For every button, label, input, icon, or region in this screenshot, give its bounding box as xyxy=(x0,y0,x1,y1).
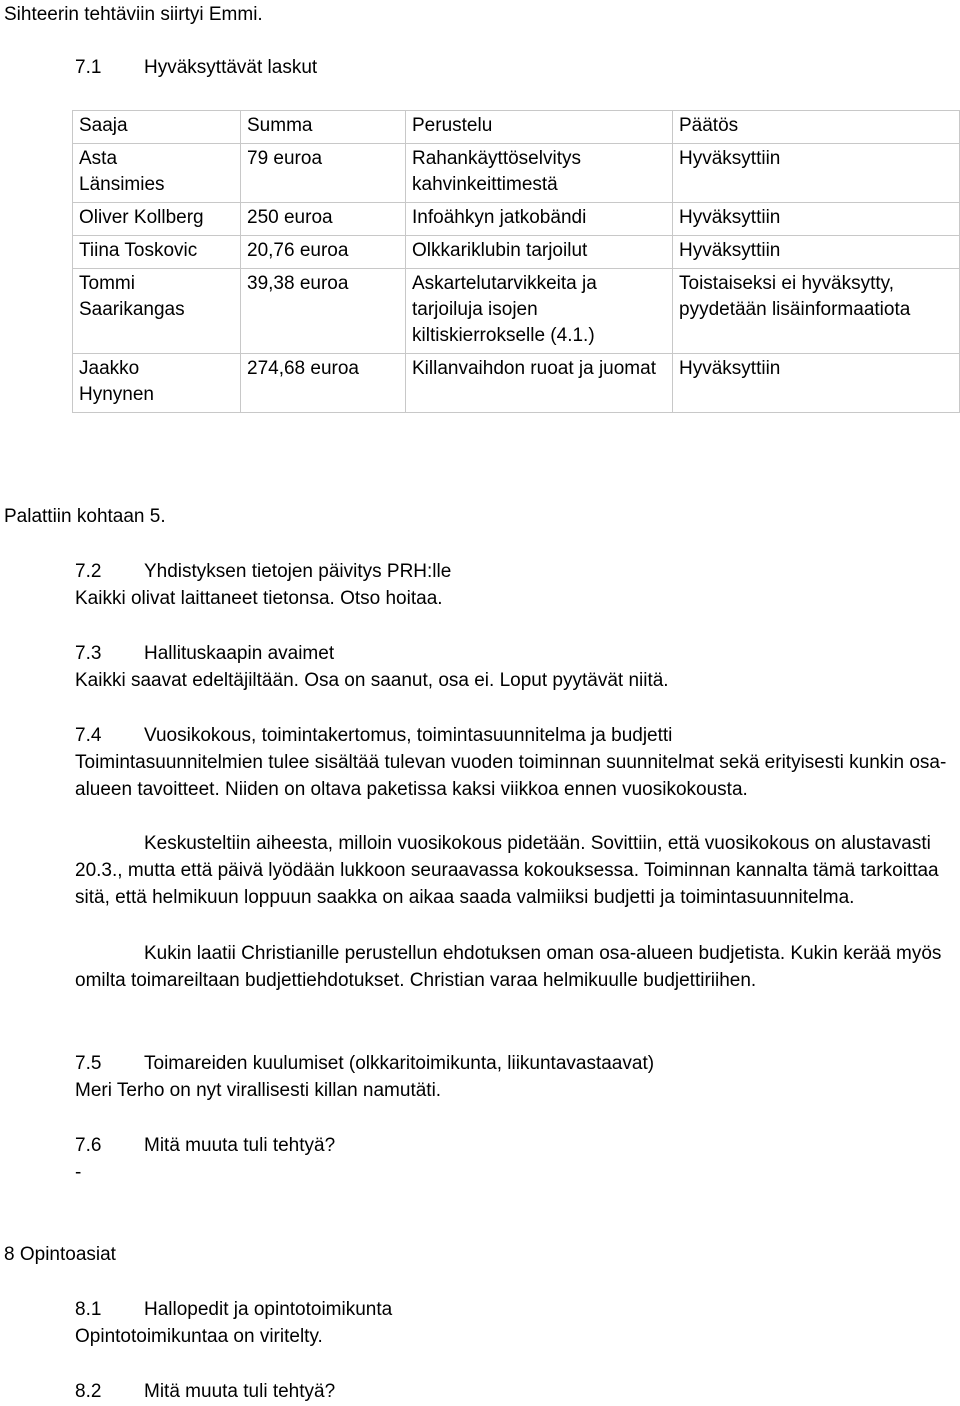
section-7-6-body: - xyxy=(75,1162,82,1183)
table-row xyxy=(73,354,960,413)
section-8-2-heading xyxy=(75,1378,335,1405)
section-7-3-body: Kaikki saavat edeltäjiltään. Osa on saanut, osa ei. Loput pyytävät niitä. xyxy=(75,670,669,691)
section-number: 7.6 xyxy=(75,1135,102,1156)
cell-decision: Hyväksyttiin xyxy=(673,236,960,269)
section-number: 7.5 xyxy=(75,1053,102,1074)
return-note: Palattiin kohtaan 5. xyxy=(4,506,166,527)
section-number: 7.4 xyxy=(75,725,102,746)
section-title: Mitä muuta tuli tehtyä? xyxy=(144,1135,336,1156)
column-header-perustelu: Perustelu xyxy=(406,111,673,144)
column-header-summa: Summa xyxy=(241,111,406,144)
table-header-row xyxy=(73,111,960,144)
cell-amount: 250 euroa xyxy=(241,203,406,236)
intro-line: Sihteerin tehtäviin siirtyi Emmi. xyxy=(4,4,263,25)
cell-amount: 20,76 euroa xyxy=(241,236,406,269)
section-7-2-heading xyxy=(75,558,451,585)
cell-amount: 39,38 euroa xyxy=(241,269,406,354)
section-title: Yhdistyksen tietojen päivitys PRH:lle xyxy=(144,561,452,582)
section-title: Toimareiden kuulumiset (olkkaritoimikunta, liikuntavastaavat) xyxy=(144,1053,655,1074)
section-number: 8.1 xyxy=(75,1299,102,1320)
cell-reason: Killanvaihdon ruoat ja juomat xyxy=(406,354,673,413)
cell-reason: Rahankäyttöselvitys kahvinkeittimestä xyxy=(406,144,673,203)
section-7-6-heading xyxy=(75,1132,335,1159)
cell-decision: Hyväksyttiin xyxy=(673,203,960,236)
table-row xyxy=(73,203,960,236)
table-row xyxy=(73,144,960,203)
section-title: Mitä muuta tuli tehtyä? xyxy=(144,1381,336,1402)
section-7-3-heading xyxy=(75,640,334,667)
section-7-1-heading xyxy=(75,54,317,81)
cell-amount: 274,68 euroa xyxy=(241,354,406,413)
cell-decision: Toistaiseksi ei hyväksytty, pyydetään lisäinformaatiota xyxy=(673,269,960,354)
cell-amount: 79 euroa xyxy=(241,144,406,203)
chapter-8-heading: 8 Opintoasiat xyxy=(4,1244,116,1265)
section-7-4-paragraph-3: Kukin laatii Christianille perustellun ehdotuksen oman osa-alueen budjetista. Kukin kerää myös omilta toimareiltaan budjettiehdotukset. Christian varaa helmikuulle budjettiriihen. xyxy=(75,943,942,991)
bills-table xyxy=(72,110,960,413)
cell-reason: Askartelutarvikkeita ja tarjoiluja isojen kiltiskierrokselle (4.1.) xyxy=(406,269,673,354)
section-8-1-body: Opintotoimikuntaa on viritelty. xyxy=(75,1326,323,1347)
cell-reason: Infoähkyn jatkobändi xyxy=(406,203,673,236)
section-number: 7.1 xyxy=(75,57,102,78)
cell-recipient: Oliver Kollberg xyxy=(73,203,241,236)
section-number: 7.2 xyxy=(75,561,102,582)
cell-recipient: Tommi Saarikangas xyxy=(73,269,241,354)
cell-recipient: Tiina Toskovic xyxy=(73,236,241,269)
section-7-4-heading xyxy=(75,722,672,749)
section-title: Hallopedit ja opintotoimikunta xyxy=(144,1299,393,1320)
section-title: Hyväksyttävät laskut xyxy=(144,57,318,78)
cell-recipient: Asta Länsimies xyxy=(73,144,241,203)
section-title: Hallituskaapin avaimet xyxy=(144,643,335,664)
section-title: Vuosikokous, toimintakertomus, toimintasuunnitelma ja budjetti xyxy=(144,725,673,746)
section-7-5-body: Meri Terho on nyt virallisesti killan namutäti. xyxy=(75,1080,442,1101)
column-header-paatos: Päätös xyxy=(673,111,960,144)
cell-reason: Olkkariklubin tarjoilut xyxy=(406,236,673,269)
table-row xyxy=(73,269,960,354)
section-7-5-heading xyxy=(75,1050,654,1077)
cell-decision: Hyväksyttiin xyxy=(673,144,960,203)
section-7-2-body: Kaikki olivat laittaneet tietonsa. Otso hoitaa. xyxy=(75,588,443,609)
section-number: 8.2 xyxy=(75,1381,102,1402)
section-8-1-heading xyxy=(75,1296,392,1323)
section-7-4-paragraph-1: Toimintasuunnitelmien tulee sisältää tulevan vuoden toiminnan suunnitelmat sekä erityisesti kunkin osa-alueen tavoitteet. Niiden on oltava paketissa kaksi viikkoa ennen vuosikokousta. xyxy=(75,752,947,800)
cell-decision: Hyväksyttiin xyxy=(673,354,960,413)
section-number: 7.3 xyxy=(75,643,102,664)
section-7-4-paragraph-2: Keskusteltiin aiheesta, milloin vuosikokous pidetään. Sovittiin, että vuosikokous on alustavasti 20.3., mutta että päivä lyödään lukkoon seuraavassa kokouksessa. Toiminnan kannalta tämä tarkoittaa sitä, että helmikuun loppuun saakka on aikaa saada valmiiksi budjetti ja toimintasuunnitelma. xyxy=(75,833,939,908)
cell-recipient: Jaakko Hynynen xyxy=(73,354,241,413)
column-header-saaja: Saaja xyxy=(73,111,241,144)
table-row xyxy=(73,236,960,269)
